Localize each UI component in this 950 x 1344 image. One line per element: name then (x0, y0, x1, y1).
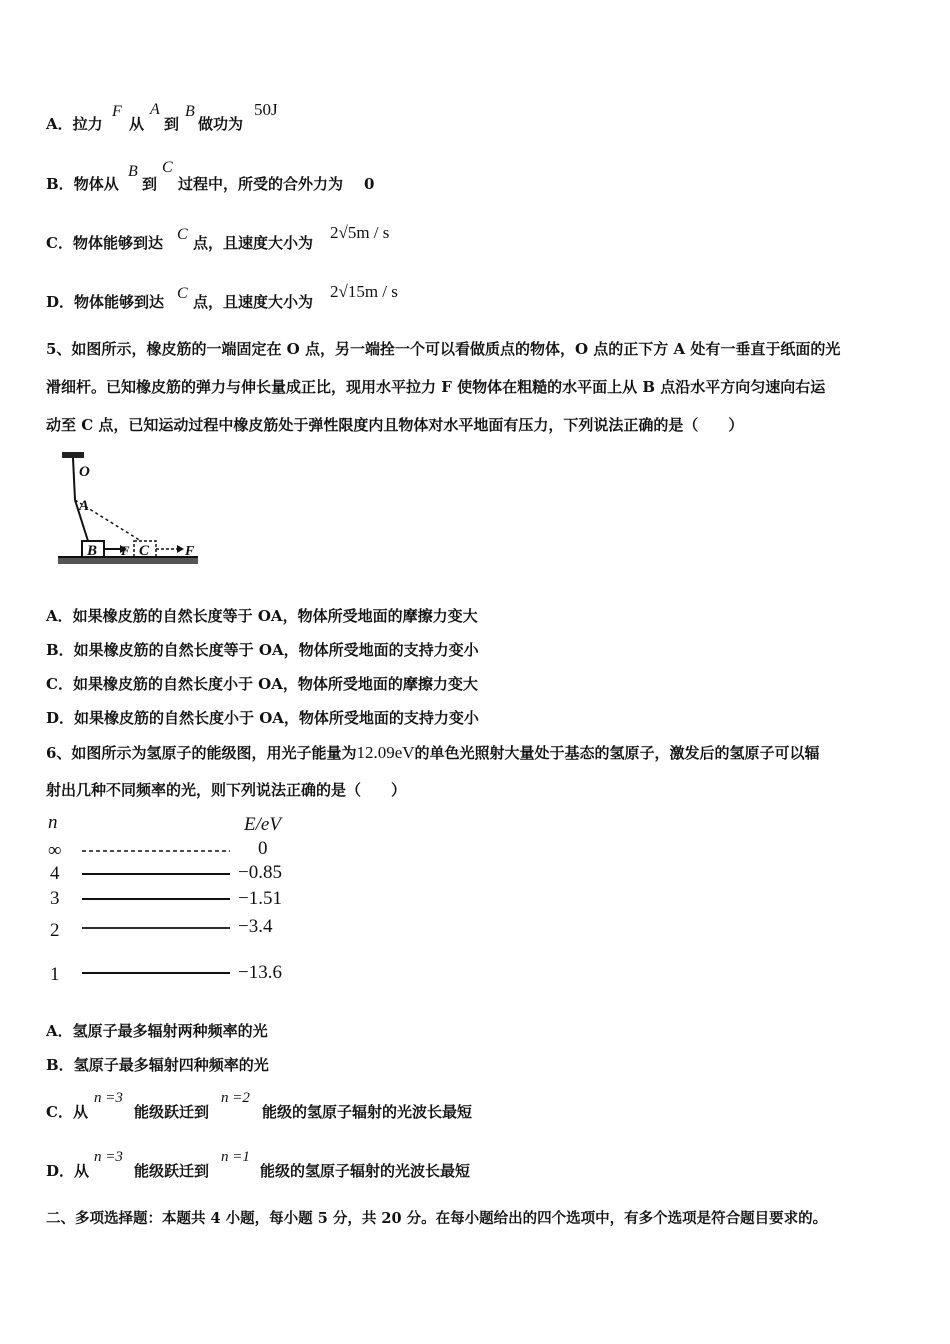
q6-stem-line-2: 射出几种不同频率的光，则下列说法正确的是（ ） (46, 781, 407, 799)
q4-a-text4: 做功为 (198, 115, 244, 133)
q5-option-a: A．如果橡皮筋的自然长度等于 OA，物体所受地面的摩擦力变大 (46, 607, 478, 625)
level-3-e: −1.51 (238, 888, 282, 909)
q4-a-value: 50J (254, 100, 278, 119)
q4-a-var-b: B (185, 103, 195, 120)
q5-stem-line-2: 滑细杆。已知橡皮筋的弹力与伸长量成正比，现用水平拉力 F 使物体在粗糙的水平面上从 B 点沿水平方向匀速向右运 (46, 378, 826, 396)
q6-energy: 12.09eV (356, 743, 415, 762)
q6-d-text2: 能级跃迁到 (134, 1162, 210, 1180)
q6-a-letter: A． (46, 1022, 73, 1040)
level-3-n: 3 (50, 888, 60, 909)
q4-d-value: 2√15m / s (330, 282, 398, 301)
label-f1: F (121, 543, 130, 558)
q4-option-b (46, 159, 375, 193)
energy-level-diagram (44, 808, 304, 990)
q4-option-c (46, 223, 390, 252)
level-1-n: 1 (50, 964, 60, 985)
q4-a-text2: 从 (129, 115, 145, 133)
q6-d-letter: D． (46, 1162, 75, 1180)
q4-a-text1: 拉力 (72, 115, 103, 133)
q6-c-level-to: n =2 (221, 1090, 250, 1106)
q6-c-level-from: n =3 (94, 1090, 123, 1106)
level-inf-n: ∞ (48, 840, 62, 861)
q6-c-text1: 从 (72, 1103, 88, 1121)
q4-b-letter: B． (46, 175, 74, 193)
label-o: O (79, 464, 90, 480)
section-2-heading: 二、多项选择题：本题共 4 小题，每小题 5 分，共 20 分。在每小题给出的四个选项中，有多个选项是符合题目要求的。 (46, 1210, 828, 1227)
q4-b-text3: 过程中，所受的合外力为 (178, 175, 344, 193)
q5-stem-line-1: 5、如图所示，橡皮筋的一端固定在 O 点，另一端拴一个可以看做质点的物体，O 点的正下方 A 处有一垂直于纸面的光 (46, 340, 841, 358)
q4-option-a (46, 100, 278, 133)
q6-c-text2: 能级跃迁到 (134, 1103, 210, 1121)
label-a: A (79, 498, 90, 514)
e-header: E/eV (244, 814, 281, 835)
ground (58, 557, 198, 564)
q5-stem-line-3: 动至 C 点，已知运动过程中橡皮筋处于弹性限度内且物体对水平地面有压力，下列说法正确的是（ ） (46, 416, 744, 434)
q5-option-d: D．如果橡皮筋的自然长度小于 OA，物体所受地面的支持力变小 (46, 709, 479, 727)
q4-a-letter: A． (46, 115, 73, 133)
arrow-f2-head (177, 545, 184, 553)
q4-d-var-c: C (177, 285, 188, 302)
q6-option-d (46, 1149, 471, 1180)
q6-d-text1: 从 (74, 1162, 90, 1180)
q4-c-value: 2√5m / s (330, 223, 390, 242)
q6-c-text3: 能级的氢原子辐射的光波长最短 (262, 1103, 473, 1121)
level-4-e: −0.85 (238, 862, 282, 883)
q5-figure (44, 448, 206, 572)
q4-c-text1: 物体能够到达 (72, 234, 163, 252)
q5-option-c: C．如果橡皮筋的自然长度小于 OA，物体所受地面的摩擦力变大 (46, 675, 478, 693)
q4-c-text2: 点，且速度大小为 (193, 234, 314, 252)
q4-a-var-f: F (112, 103, 122, 120)
q6-stem-line-1 (46, 744, 820, 762)
q6-c-letter: C． (46, 1103, 73, 1121)
q6-option-a (46, 1022, 268, 1040)
level-inf-e: 0 (258, 838, 268, 859)
q4-d-text2: 点，且速度大小为 (193, 293, 314, 311)
q4-a-text3: 到 (164, 115, 180, 133)
q6-b-letter: B． (46, 1056, 74, 1074)
level-1-e: −13.6 (238, 962, 282, 983)
q6-b-text: 氢原子最多辐射四种频率的光 (73, 1056, 269, 1074)
q6-a-text: 氢原子最多辐射两种频率的光 (72, 1022, 268, 1040)
q6-stem-b: 的单色光照射大量处于基态的氢原子，激发后的氢原子可以辐 (414, 744, 820, 762)
q6-d-level-to: n =1 (221, 1149, 250, 1165)
q4-option-d (46, 282, 398, 311)
label-c: C (139, 543, 150, 559)
q4-b-text4: 0 (364, 175, 375, 193)
q4-c-letter: C． (46, 234, 73, 252)
n-header: n (48, 812, 58, 833)
q6-stem-a: 6、如图所示为氢原子的能级图，用光子能量为 (46, 744, 357, 762)
q6-option-b (46, 1056, 269, 1074)
q4-b-text1: 物体从 (73, 175, 119, 193)
q6-d-level-from: n =3 (94, 1149, 123, 1165)
q4-b-var-c: C (162, 159, 173, 176)
level-2-e: −3.4 (238, 916, 273, 937)
ceiling-support (62, 452, 84, 458)
q4-d-text1: 物体能够到达 (74, 293, 165, 311)
q4-b-var-b: B (128, 163, 138, 180)
q4-b-text2: 到 (142, 175, 158, 193)
q6-option-c (46, 1090, 473, 1121)
q4-a-var-a: A (150, 101, 160, 118)
label-b: B (87, 543, 98, 559)
rubber-band (73, 458, 75, 500)
q4-d-letter: D． (46, 293, 75, 311)
q5-option-b: B．如果橡皮筋的自然长度等于 OA，物体所受地面的支持力变小 (46, 641, 479, 659)
q6-d-text3: 能级的氢原子辐射的光波长最短 (260, 1162, 471, 1180)
q4-c-var-c: C (177, 226, 188, 243)
label-f2: F (185, 544, 195, 559)
q5-stem (46, 330, 908, 444)
level-2-n: 2 (50, 920, 60, 941)
level-4-n: 4 (50, 863, 60, 884)
